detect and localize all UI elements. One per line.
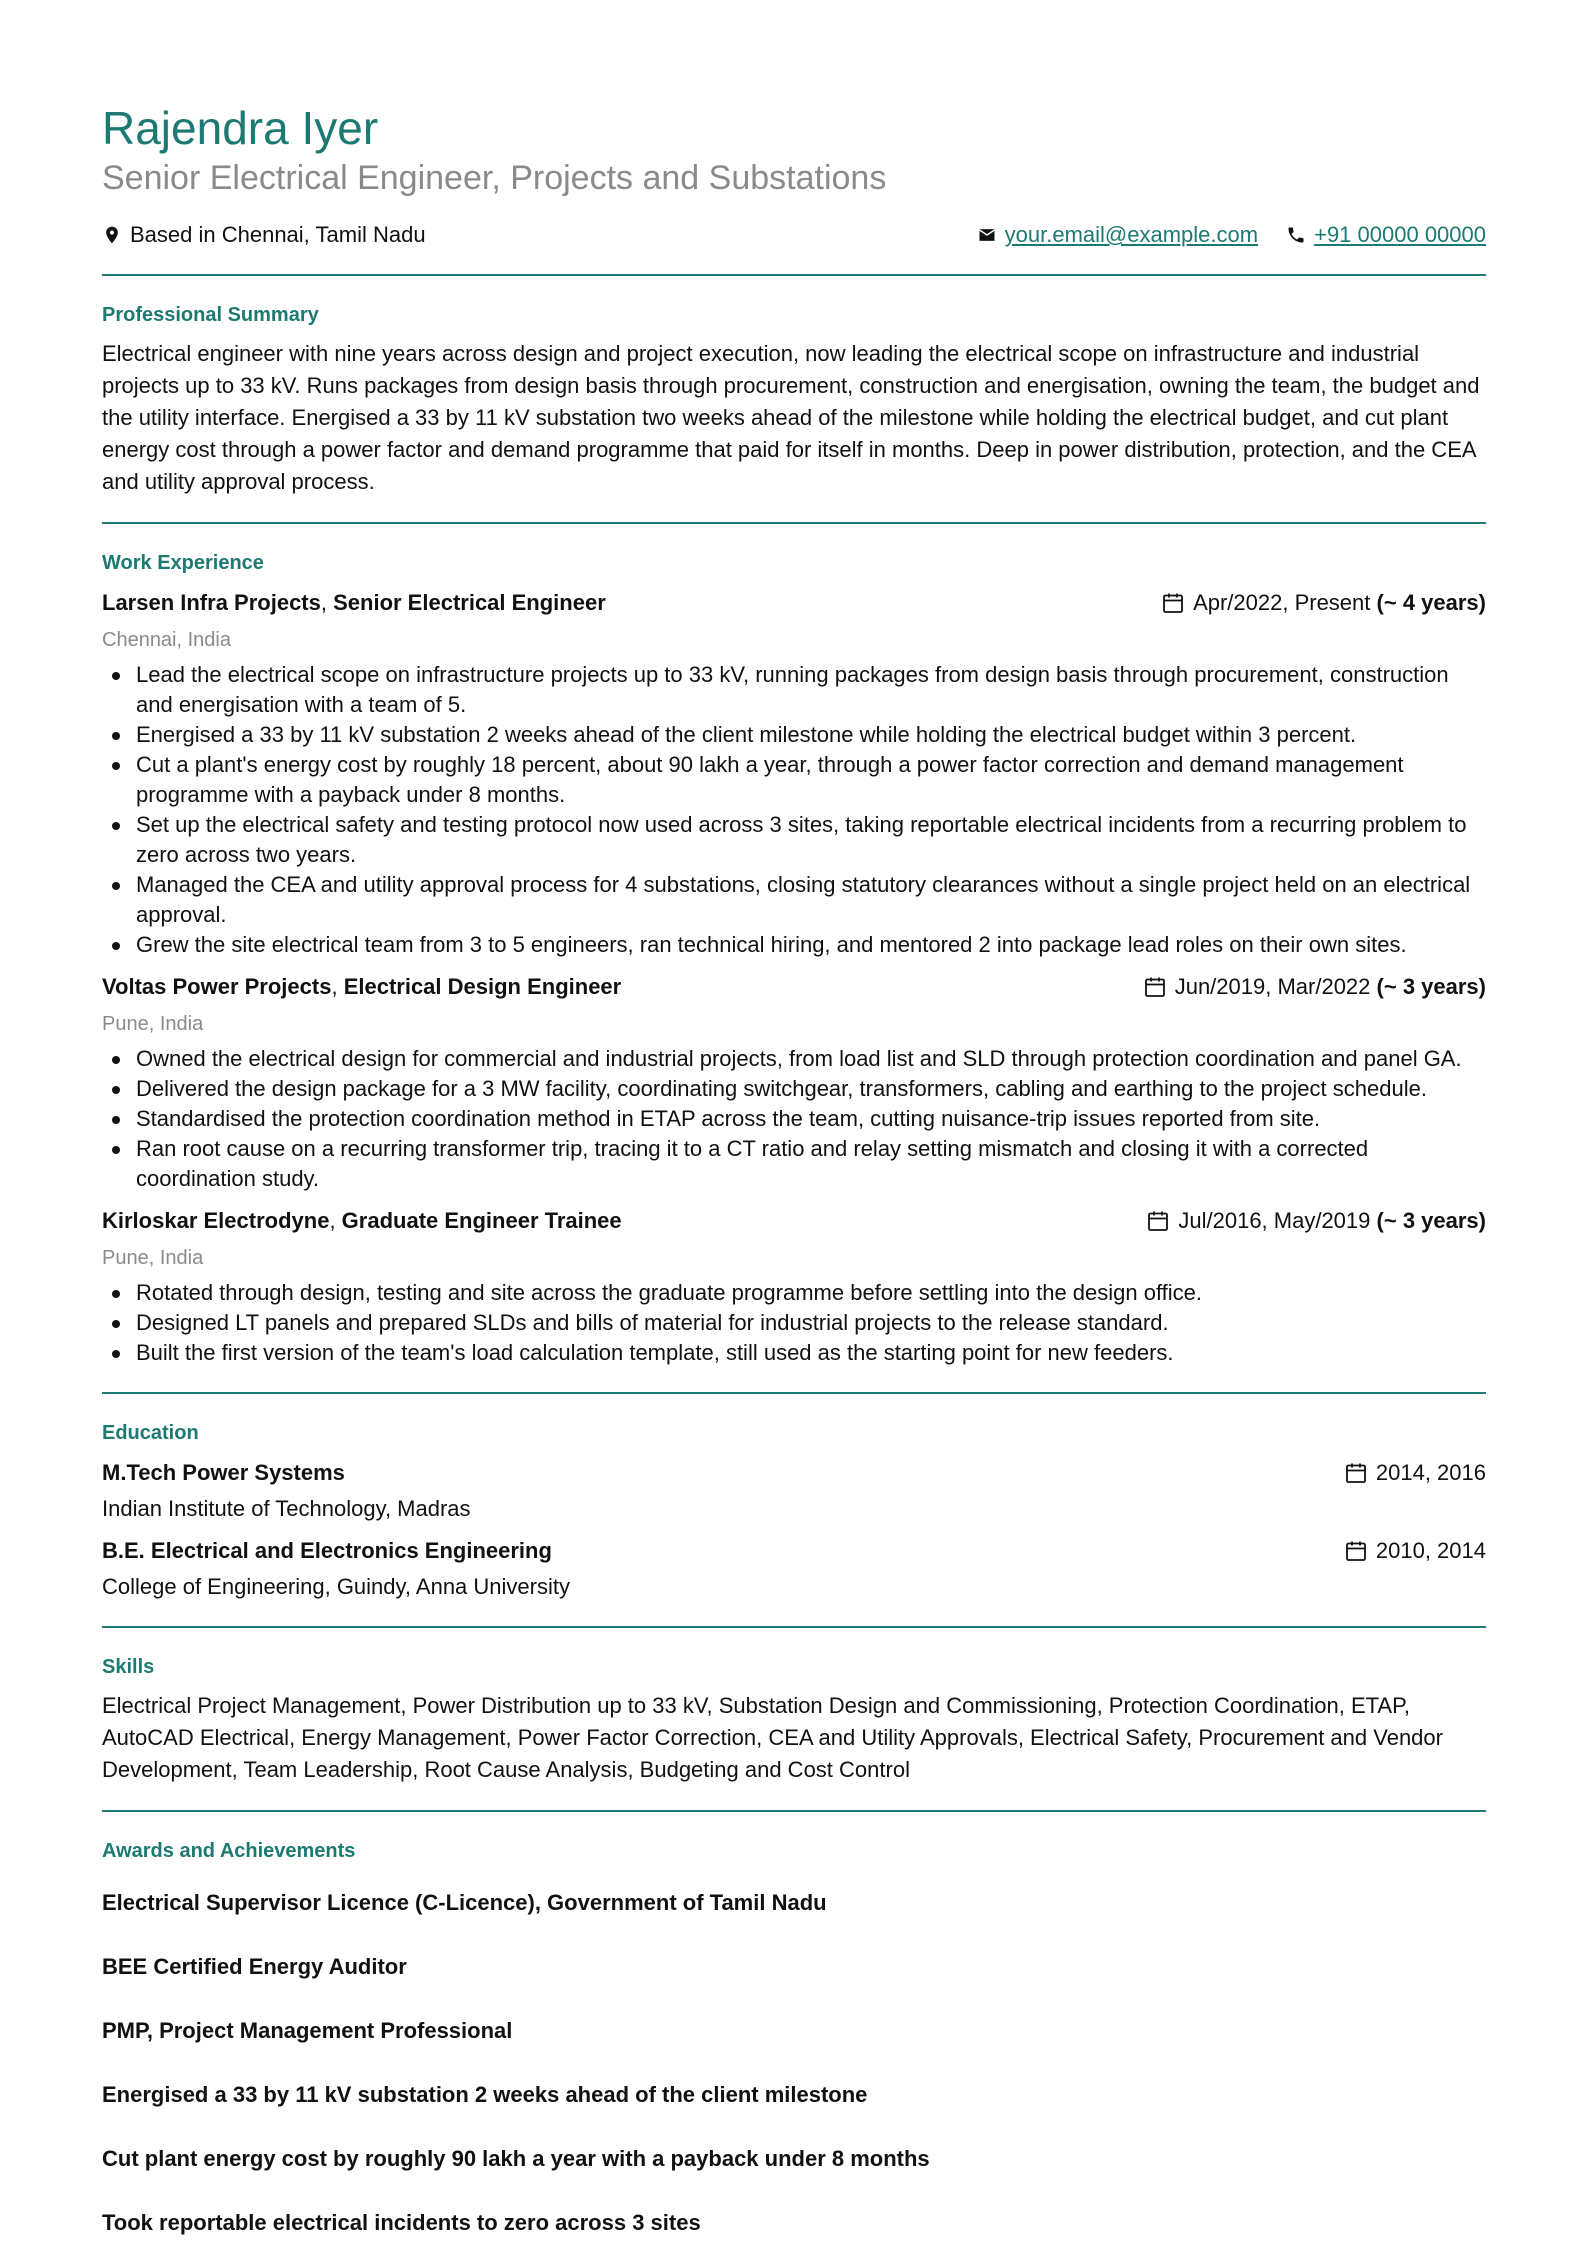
email-item [977, 220, 1258, 250]
job-entry [102, 972, 1486, 1194]
calendar-icon [1344, 1461, 1368, 1485]
job-date-range: Jul/2016, May/2019 [1178, 1208, 1371, 1233]
job-bullet: Energised a 33 by 11 kV substation 2 weeks ahead of the client milestone while holding the electrical budget within 3 percent. [102, 720, 1486, 750]
job-bullets [102, 660, 1486, 960]
job-bullet: Lead the electrical scope on infrastructure projects up to 33 kV, running packages from design basis through procurement, construction and energisation with a team of 5. [102, 660, 1486, 720]
section-divider [102, 1392, 1486, 1394]
job-bullet: Managed the CEA and utility approval process for 4 substations, closing statutory clearances without a single project held on an electrical approval. [102, 870, 1486, 930]
location-pin-icon [102, 225, 122, 245]
job-role: Graduate Engineer Trainee [341, 1208, 622, 1233]
job-bullet: Standardised the protection coordination method in ETAP across the team, cutting nuisance-trip issues reported from site. [102, 1104, 1486, 1134]
job-title-line: Kirloskar Electrodyne, Graduate Engineer Trainee [102, 1208, 622, 1233]
calendar-icon [1143, 975, 1167, 999]
job-bullets [102, 1278, 1486, 1368]
education-institution: Indian Institute of Technology, Madras [102, 1496, 471, 1521]
awards-heading: Awards and Achievements [102, 1840, 356, 1862]
section-divider [102, 1626, 1486, 1628]
education-dates [1344, 1536, 1486, 1566]
education-dates [1344, 1458, 1486, 1488]
candidate-name: Rajendra Iyer [102, 102, 379, 154]
award-item: Took reportable electrical incidents to zero across 3 sites [102, 2210, 701, 2235]
contact-row [102, 220, 1486, 250]
phone-link[interactable]: +91 00000 00000 [1314, 222, 1486, 247]
skills-text: Electrical Project Management, Power Distribution up to 33 kV, Substation Design and Commissioning, Protection Coordination, ETAP, AutoCAD Electrical, Energy Management, Power Factor Correction, CEA and Utility Approvals, Electrical Safety, Procurement and Vendor Development, Team Leadership, Root Cause Analysis, Budgeting and Cost Control [102, 1693, 1443, 1782]
job-dates [1143, 972, 1486, 1002]
skills-heading: Skills [102, 1656, 155, 1678]
job-entry [102, 588, 1486, 960]
award-item: PMP, Project Management Professional [102, 2018, 513, 2043]
calendar-icon [1146, 1209, 1170, 1233]
education-entry [102, 1458, 1486, 1524]
summary-heading: Professional Summary [102, 304, 319, 326]
job-header [102, 972, 1486, 1002]
education-header [102, 1458, 1486, 1488]
email-link[interactable]: your.email@example.com [1004, 222, 1259, 247]
award-item: Energised a 33 by 11 kV substation 2 weeks ahead of the client milestone [102, 2082, 868, 2107]
education-entry [102, 1536, 1486, 1602]
job-location: Chennai, India [102, 629, 231, 651]
location-text: Based in Chennai, Tamil Nadu [130, 222, 426, 247]
job-date-range: Jun/2019, Mar/2022 [1174, 974, 1371, 999]
job-location: Pune, India [102, 1013, 204, 1035]
education-degree: B.E. Electrical and Electronics Engineering [102, 1538, 552, 1563]
candidate-headline: Senior Electrical Engineer, Projects and Substations [102, 159, 887, 197]
contact-links [949, 220, 1486, 250]
calendar-icon [1161, 591, 1185, 615]
job-duration: (~ 3 years) [1376, 1208, 1486, 1233]
experience-heading: Work Experience [102, 552, 264, 574]
section-divider [102, 522, 1486, 524]
job-title-line: Voltas Power Projects, Electrical Design Engineer [102, 974, 622, 999]
award-item: Cut plant energy cost by roughly 90 lakh a year with a payback under 8 months [102, 2146, 930, 2171]
job-bullet: Built the first version of the team's load calculation template, still used as the starting point for new feeders. [102, 1338, 1486, 1368]
job-bullet: Cut a plant's energy cost by roughly 18 percent, about 90 lakh a year, through a power factor correction and demand management programme with a payback under 8 months. [102, 750, 1486, 810]
summary-text: Electrical engineer with nine years across design and project execution, now leading the electrical scope on infrastructure and industrial projects up to 33 kV. Runs packages from design basis through procurement, construction and energisation, owning the team, the budget and the utility interface. Energised a 33 by 11 kV substation two weeks ahead of the milestone while holding the electrical budget, and cut plant energy cost through a power factor and demand programme that paid for itself in months. Deep in power distribution, protection, and the CEA and utility approval process. [102, 341, 1480, 494]
job-header [102, 588, 1486, 618]
job-bullet: Ran root cause on a recurring transformer trip, tracing it to a CT ratio and relay setting mismatch and closing it with a corrected coordination study. [102, 1134, 1486, 1194]
job-header [102, 1206, 1486, 1236]
job-date-range: Apr/2022, Present [1193, 590, 1371, 615]
job-dates [1146, 1206, 1486, 1236]
job-company: Larsen Infra Projects [102, 590, 321, 615]
job-dates [1161, 588, 1486, 618]
job-bullet: Owned the electrical design for commercial and industrial projects, from load list and SLD through protection coordination and panel GA. [102, 1044, 1486, 1074]
email-icon [977, 225, 997, 245]
job-title-line: Larsen Infra Projects, Senior Electrical Engineer [102, 590, 606, 615]
job-bullet: Set up the electrical safety and testing protocol now used across 3 sites, taking reportable electrical incidents from a recurring problem to zero across two years. [102, 810, 1486, 870]
location-info [102, 220, 426, 250]
job-location: Pune, India [102, 1247, 204, 1269]
job-entry [102, 1206, 1486, 1368]
job-bullet: Delivered the design package for a 3 MW facility, coordinating switchgear, transformers, cabling and earthing to the project schedule. [102, 1074, 1486, 1104]
job-company: Voltas Power Projects [102, 974, 332, 999]
section-divider [102, 274, 1486, 276]
section-divider [102, 1810, 1486, 1812]
education-date-range: 2010, 2014 [1375, 1538, 1486, 1563]
calendar-icon [1344, 1539, 1368, 1563]
job-duration: (~ 3 years) [1376, 974, 1486, 999]
job-bullet: Grew the site electrical team from 3 to 5 engineers, ran technical hiring, and mentored 2 into package lead roles on their own sites. [102, 930, 1486, 960]
education-heading: Education [102, 1422, 199, 1444]
award-item: Electrical Supervisor Licence (C-Licence), Government of Tamil Nadu [102, 1890, 827, 1915]
job-role: Electrical Design Engineer [343, 974, 622, 999]
award-item: BEE Certified Energy Auditor [102, 1954, 407, 1979]
phone-item [1286, 220, 1486, 250]
job-bullets [102, 1044, 1486, 1194]
education-degree: M.Tech Power Systems [102, 1460, 345, 1485]
job-company: Kirloskar Electrodyne [102, 1208, 330, 1233]
job-role: Senior Electrical Engineer [333, 590, 606, 615]
education-institution: College of Engineering, Guindy, Anna University [102, 1574, 570, 1599]
job-bullet: Designed LT panels and prepared SLDs and bills of material for industrial projects to the release standard. [102, 1308, 1486, 1338]
phone-icon [1286, 225, 1306, 245]
education-date-range: 2014, 2016 [1375, 1460, 1486, 1485]
education-header [102, 1536, 1486, 1566]
job-bullet: Rotated through design, testing and site across the graduate programme before settling into the design office. [102, 1278, 1486, 1308]
job-duration: (~ 4 years) [1376, 590, 1486, 615]
